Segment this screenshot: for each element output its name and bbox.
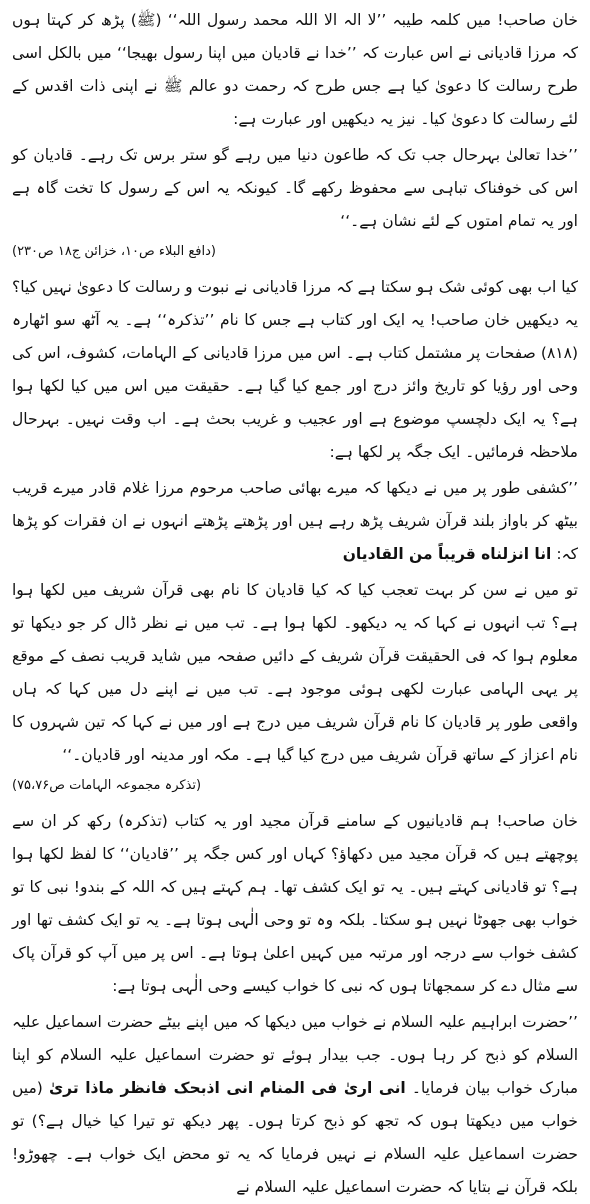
quote-kashf-continued: تو میں نے سن کر بہت تعجب کیا کہ کیا قادیان کا نام بھی قرآن شریف میں لکھا ہوا ہے؟ تب انہوں نے کہا کہ یہ دیکھو۔ لکھا ہوا ہے۔ تب میں نے نظر ڈال کر جو دیکھا تو معلوم ہوا کہ فی الحقیقت قرآن شریف کے دائیں صفحہ میں شاید قریب نصف کے موقع پر یہی الہامی عبارت لکھی ہوئی موجود ہے۔ تب میں نے اپنے دل میں کہا کہ ہاں واقعی طور پر قادیان کا نام قرآن شریف میں درج ہے اور میں نے کہا کہ تین شہروں کا نام اعزاز کے ساتھ قرآن شریف میں درج کیا گیا ہے۔ مکہ اور مدینہ اور قادیان۔‘‘	[12, 581, 578, 764]
paragraph-tazkira: کیا اب بھی کوئی شک ہو سکتا ہے کہ مرزا قادیانی نے نبوت و رسالت کا دعویٰ نہیں کیا؟ یہ دیکھیں خان صاحب! یہ ایک اور کتاب ہے جس کا نام ’’تذکرہ‘‘ ہے۔ یہ آٹھ سو اٹھارہ (۸۱۸) صفحات پر مشتمل کتاب ہے۔ اس میں مرزا قادیانی کے الہامات، کشوف، اس کی وحی اور رؤیا کو تاریخ وائز درج اور جمع کیا گیا ہے۔ حقیقت میں اس میں کیا لکھا ہوا ہے؟ یہ ایک دلچسپ موضوع ہے اور عجیب و غریب بحث ہے۔ اب وقت نہیں۔ بہرحال ملاحظہ فرمائیں۔ ایک جگہ پر لکھا ہے:	[12, 278, 578, 461]
quote-ibrahim-continued: (میں خواب میں دیکھتا ہوں کہ تجھ کو ذبح کرتا ہوں۔ پھر دیکھ تو تیرا کیا خیال ہے؟) تو حضرت اسماعیل علیہ السلام نے نہیں فرمایا کہ یہ تو محض ایک خواب ہے۔ چھوڑو! بلکہ قرآن نے بتایا کہ حضرت اسماعیل علیہ السلام نے	[12, 1079, 578, 1196]
reference-tazkira: (تذکرہ مجموعہ الہامات ص۷۵،۷۶)	[12, 778, 202, 793]
arabic-ibrahim-verse: انی اریٰ فی المنام انی اذبحک فانظر ماذا تریٰ	[48, 1079, 406, 1097]
quote-kashf-intro	[12, 472, 578, 571]
quote-ibrahim-text: ’’حضرت ابراہیم علیہ السلام نے خواب میں دیکھا کہ میں اپنے بیٹے حضرت اسماعیل علیہ السلام کو ذبح کر رہا ہوں۔ جب بیدار ہوئے تو حضرت اسماعیل علیہ السلام کو اپنا مبارک خواب بیان فرمایا۔	[12, 1013, 578, 1097]
reference-dafi-ul-bala: (دافع البلاء ص۱۰، خزائن ج۱۸ ص۲۳۰)	[12, 244, 216, 259]
paragraph-kalima: خان صاحب! میں کلمہ طیبہ ’’لا الہ الا اللہ محمد رسول اللہ‘‘ (ﷺ) پڑھ کر کہتا ہوں کہ مرزا قادیانی نے اس عبارت کہ ’’خدا نے قادیان میں اپنا رسول بھیجا‘‘ میں بالکل اسی طرح رسالت کا دعویٰ کیا ہے جس طرح کہ رحمت دو عالم ﷺ نے اپنی ذات اقدس کے لئے رسالت کا دعویٰ کیا۔ نیز یہ دیکھیں اور عبارت ہے:	[12, 11, 578, 128]
quote-kashf-text: ’’کشفی طور پر میں نے دیکھا کہ میرے بھائی صاحب مرحوم مرزا غلام قادر میرے قریب بیٹھ کر باواز بلند قرآن شریف پڑھ رہے ہیں اور پڑھتے پڑھتے انہوں نے ان فقرات کو پڑھا کہ:	[12, 479, 578, 563]
quote-plague: ’’خدا تعالیٰ بہرحال جب تک کہ طاعون دنیا میں رہے گو ستر برس تک رہے۔ قادیان کو اس کی خوفناک تباہی سے محفوظ رکھے گا۔ کیونکہ یہ اس کے رسول کا تخت گاہ ہے اور یہ تمام امتوں کے لئے نشان ہے۔‘‘	[12, 146, 578, 230]
paragraph-challenge: خان صاحب! ہم قادیانیوں کے سامنے قرآن مجید اور یہ کتاب (تذکرہ) رکھ کر ان سے پوچھتے ہیں کہ قرآن مجید میں دکھاؤ؟ کہاں اور کس جگہ پر ’’قادیان‘‘ کا لفظ لکھا ہوا ہے؟ تو قادیانی کہتے ہیں۔ یہ تو ایک کشف تھا۔ ہم کہتے ہیں کہ اللہ کے بندو! نبی کا تو خواب بھی جھوٹا نہیں ہو سکتا۔ بلکہ وہ تو وحی الٰہی ہوتا ہے۔ یہ تو ایک کشف تھا اور کشف خواب سے درجہ اور مرتبہ میں کہیں اعلیٰ ہوتا ہے۔ اس پر میں آپ کو قرآن پاک سے مثال دے کر سمجھاتا ہوں کہ نبی کا خواب کیسے وحی الٰہی ہوتا ہے:	[12, 812, 578, 995]
arabic-qadian-verse: انا انزلناه قريباً من القاديان	[342, 545, 552, 563]
quote-ibrahim-dream	[12, 1006, 578, 1204]
